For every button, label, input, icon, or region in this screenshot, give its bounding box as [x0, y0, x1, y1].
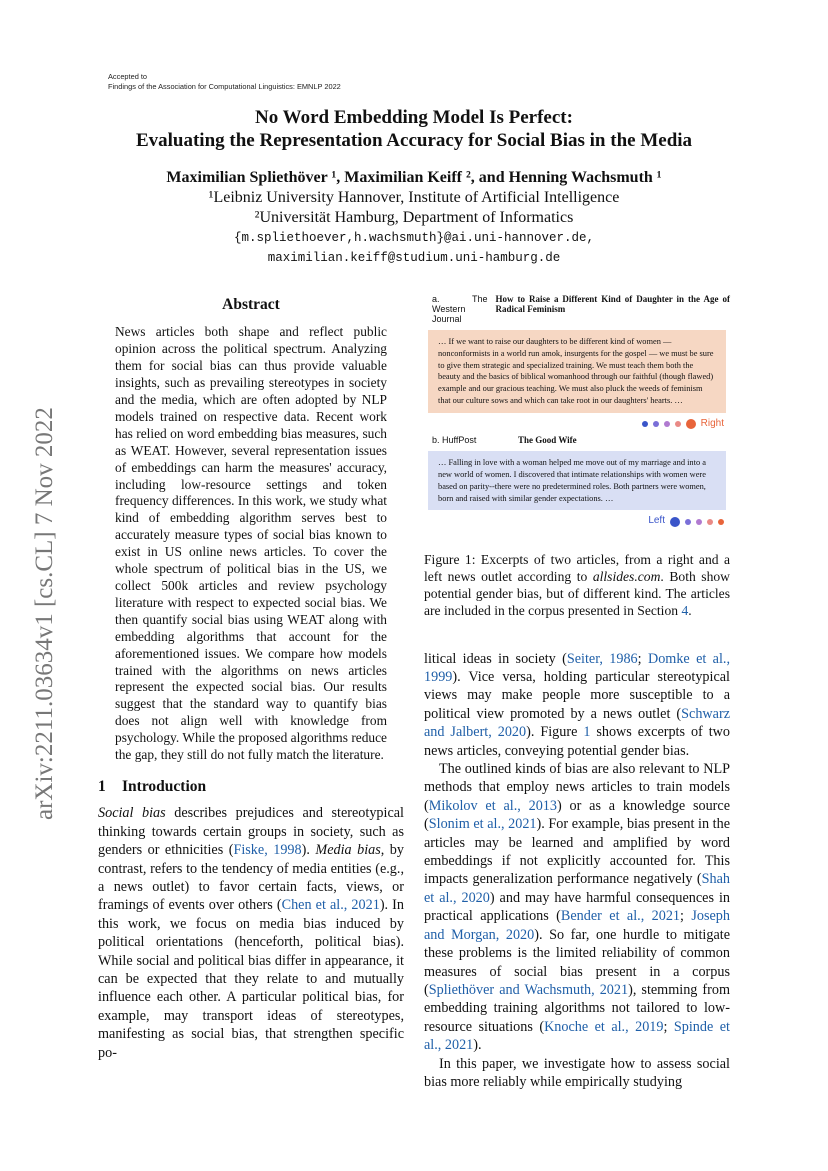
citation-link[interactable]: Schwarz and Jalbert, 2020	[424, 705, 730, 741]
lean-scale-left	[424, 512, 724, 530]
lean-dot-2	[685, 519, 691, 525]
intro-paragraph-3: In this paper, we investigate how to assess social bias more reliably while empirically studying	[424, 1055, 730, 1090]
citation-link[interactable]: Fiske, 1998	[233, 842, 302, 859]
citation-link[interactable]: Domke et al., 1999	[424, 650, 731, 685]
citation-link[interactable]: Mikolov et al., 2013	[428, 797, 557, 814]
lean-label-left: Left	[648, 515, 665, 527]
intro-paragraph-2	[424, 760, 730, 1055]
emphasis-text: allsides.com	[592, 568, 661, 584]
figure-b-header	[432, 435, 730, 445]
figure-caption	[424, 551, 730, 620]
citation-link[interactable]: Knoche et al., 2019	[544, 1018, 664, 1035]
lean-dot-2	[653, 421, 659, 427]
citation-link[interactable]: Shah et al., 2020	[424, 871, 730, 906]
acceptance-line-1: Accepted to	[108, 72, 148, 81]
title-line-1: No Word Embedding Model Is Perfect:	[255, 107, 573, 128]
citation-link[interactable]: Spliethöver and Wachsmuth, 2021	[428, 981, 629, 998]
article-title-b: The Good Wife	[518, 435, 577, 446]
citation-link[interactable]: Joseph and Morgan, 2020	[424, 908, 730, 943]
lean-scale-right	[424, 415, 724, 433]
excerpt-text-b: … Falling in love with a woman helped me move out of my marriage and into a new world of women. I discovered that intimate relationships with women were based on parity--there were no predetermined roles. Both partners were women, born and raised with similar gender expectations. …	[438, 458, 706, 503]
lean-dot-3	[696, 519, 702, 525]
text-run: ) or as a knowledge source (	[424, 797, 730, 833]
acceptance-line-2: Findings of the Association for Computational Linguistics: EMNLP 2022	[108, 82, 341, 91]
citation-link[interactable]: Slonim et al., 2021	[428, 816, 537, 833]
emphasis-text: Media bias	[315, 842, 381, 859]
text-run: ). In this work, we focus on media bias induced by political orientations (henceforth, political bias). While social and political bias differ in appearance, it can be expected that they relate to and mutually influence each other. A particular political bias, for example, may transport ideas of stereotypes, manifesting as social bias, that strengthen specific po-	[98, 897, 405, 1061]
text-run: ).	[473, 1037, 482, 1054]
text-run: ), stemming from embedding training algorithms not tailored to low-resource situations (	[424, 981, 731, 1035]
text-run: , by contrast, refers to the tendency of media entities (e.g., a news outlet) to favor certain facts, views, or framings of events over others (	[98, 842, 404, 914]
text-run: ;	[637, 650, 648, 667]
acceptance-note	[108, 72, 341, 92]
excerpt-box-right	[428, 330, 726, 413]
abstract-text: News articles both shape and reflect public opinion across the political spectrum. Analyzing them for social bias can thus provide valuable insights, such as prevailing stereotypes in society and the media, which are often adopted by NLP models trained on respective data. Recent work has relied on word embedding bias measures, such as WEAT. However, several representation issues of embeddings can harm the measures' accuracy, including low-resource settings and token frequency differences. In this work, we study what kind of embedding algorithm serves best to accurately measure types of social bias known to exist in US online news articles. To cover the whole spectrum of political bias in the US, we collect 500k articles and review psychology literature with respect to expected social bias. We then quantify social bias using WEAT along with embedding algorithms that account for the aforementioned issues. We compare how models trained with the algorithms on news articles represent the expected social bias. Our results suggest that the standard way to quantify bias does not align well with knowledge from psychology. While the proposed algorithms reduce the gap, they still do not fully match the literature.	[115, 324, 387, 763]
citation-link[interactable]: Seiter, 1986	[566, 650, 638, 667]
title-line-2: Evaluating the Representation Accuracy for Social Bias in the Media	[135, 130, 693, 151]
citation-link[interactable]: Spinde et al., 2021	[424, 1018, 730, 1054]
paper-title	[0, 106, 828, 152]
section-number: 1	[98, 777, 106, 795]
lean-dot-3	[664, 421, 670, 427]
text-run: ). Figure	[526, 724, 584, 741]
lean-dot-4	[675, 421, 681, 427]
affiliation-2: ²Universität Hamburg, Department of Informatics	[254, 209, 574, 226]
text-run: ).	[301, 842, 316, 859]
emphasis-text: Social bias	[98, 805, 166, 822]
text-run: ). For example, bias present in the articles may be learned and amplified by word embeddings if not explicitly accounted for. This impacts generalization performance negatively (	[424, 816, 730, 888]
text-run: Figure 1: Excerpts of two articles, from a right and a left news outlet according to	[424, 551, 730, 584]
lean-dot-1-active	[670, 517, 680, 527]
author-block	[0, 168, 828, 268]
text-run: ) and may have harmful consequences in practical applications (	[424, 889, 730, 925]
affiliation-1: ¹Leibniz University Hannover, Institute of Artificial Intelligence	[208, 189, 620, 206]
excerpt-text-a: … If we want to raise our daughters to be different kind of women — nonconformists in a world run amok, insurgents for the gospel — we must be sure to give them strategic and specialized training. We must teach them both the beauty and the basics of biblical womanhood through our faithful (though flawed) example and our gracious teaching. We must also pluck the weeds of feminism that our culture sows and which can take root in our daughters' hearts. …	[438, 337, 714, 405]
figure-1	[424, 294, 730, 620]
citation-link[interactable]: Chen et al., 2021	[281, 897, 380, 914]
arxiv-identifier: arXiv:2211.03634v1 [cs.CL] 7 Nov 2022	[31, 407, 58, 820]
citation-link[interactable]: Bender et al., 2021	[560, 908, 681, 925]
figure-a-header	[432, 294, 730, 324]
left-column	[98, 296, 404, 1062]
lean-dot-5	[718, 519, 724, 525]
intro-paragraph-1-continued	[424, 650, 730, 760]
outlet-label-a: a. The Western Journal	[432, 294, 488, 324]
citation-link[interactable]: 4	[681, 603, 689, 619]
text-run: . Both show potential gender bias, but of different kind. The articles are included in the corpus presented in Section	[424, 568, 730, 619]
text-run: ). So far, one hurdle to mitigate these problems is the limited reliability of common measures of social bias present in a corpus (	[424, 926, 730, 998]
excerpt-box-left	[428, 451, 726, 510]
right-column	[424, 294, 730, 1091]
citation-link[interactable]: 1	[583, 724, 591, 741]
lean-label-right: Right	[700, 417, 724, 429]
author-names: Maximilian Spliethöver ¹, Maximilian Keiff ², and Henning Wachsmuth ¹	[166, 169, 662, 186]
section-title: Introduction	[122, 777, 207, 795]
outlet-label-b: b. HuffPost	[432, 435, 477, 446]
abstract-heading: Abstract	[222, 296, 280, 313]
text-run: litical ideas in society (	[424, 650, 567, 667]
text-run: ). Vice versa, holding particular stereotypical views may make people more susceptible to a political view promoted by a news outlet (	[424, 669, 730, 722]
email-line-1: {m.spliethoever,h.wachsmuth}@ai.uni-hannover.de,	[233, 231, 595, 245]
intro-paragraph-1	[98, 804, 404, 1062]
text-run: The outlined kinds of bias are also relevant to NLP methods that employ news articles to train models (	[424, 761, 730, 814]
text-run: shows excerpts of two news articles, conveying potential gender bias.	[424, 724, 730, 759]
article-title-a: How to Raise a Different Kind of Daughter in the Age of Radical Feminism	[495, 294, 730, 314]
lean-dot-4	[707, 519, 713, 525]
text-run: describes prejudices and stereotypical thinking towards certain groups in society, such as genders or ethnicities (	[98, 805, 404, 859]
text-run: ;	[680, 908, 692, 925]
section-heading	[98, 778, 404, 796]
lean-dot-1	[642, 421, 648, 427]
text-run: .	[688, 603, 692, 619]
lean-dot-5-active	[686, 419, 696, 429]
email-line-2: maximilian.keiff@studium.uni-hamburg.de	[267, 251, 561, 265]
text-run: ;	[663, 1018, 674, 1035]
arxiv-side-stamp	[8, 360, 68, 820]
